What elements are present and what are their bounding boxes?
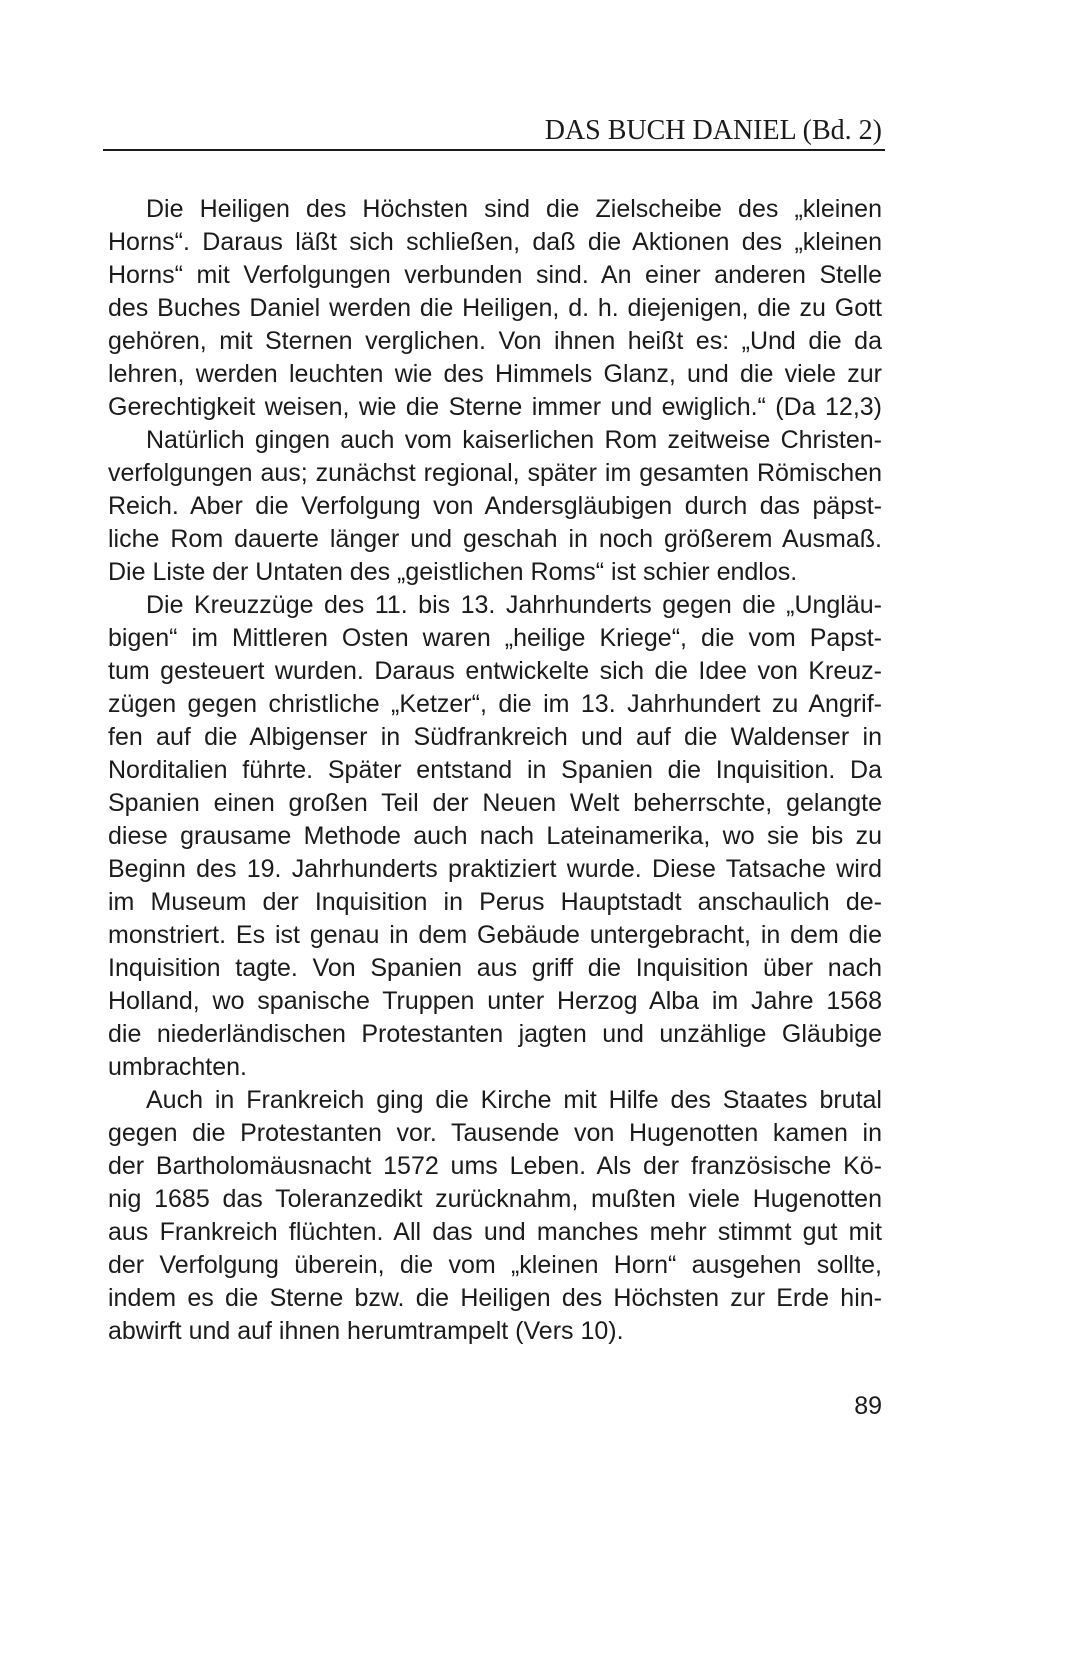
text-line: zügen gegen christliche „Ketzer“, die im 13. Jahrhundert zu Angrif- — [108, 690, 882, 718]
text-line: umbrachten. — [108, 1053, 247, 1081]
text-line: abwirft und auf ihnen herumtrampelt (Vers 10). — [108, 1317, 624, 1345]
text-line: Auch in Frankreich ging die Kirche mit Hilfe des Staates brutal — [146, 1086, 882, 1114]
text-line: monstriert. Es ist genau in dem Gebäude untergebracht, in dem die — [108, 921, 882, 949]
text-line: Norditalien führte. Später entstand in Spanien die Inquisition. Da — [108, 756, 882, 784]
text-line: Reich. Aber die Verfolgung von Andersgläubigen durch das päpst- — [108, 492, 882, 520]
text-line: bigen“ im Mittleren Osten waren „heilige Kriege“, die vom Papst- — [108, 624, 882, 652]
paragraph — [108, 424, 882, 589]
body-text — [108, 193, 882, 1348]
text-line: Natürlich gingen auch vom kaiserlichen Rom zeitweise Christen- — [146, 426, 882, 454]
text-line: fen auf die Albigenser in Südfrankreich und auf die Waldenser in — [108, 723, 882, 751]
text-line: Die Kreuzzüge des 11. bis 13. Jahrhunderts gegen die „Ungläu- — [146, 591, 882, 619]
text-line: verfolgungen aus; zunächst regional, später im gesamten Römischen — [108, 459, 882, 487]
text-line: Spanien einen großen Teil der Neuen Welt beherrschte, gelangte — [108, 789, 882, 817]
text-line: der Verfolgung überein, die vom „kleinen Horn“ ausgehen sollte, — [108, 1251, 882, 1279]
text-line: nig 1685 das Toleranzedikt zurücknahm, mußten viele Hugenotten — [108, 1185, 882, 1213]
text-line: die niederländischen Protestanten jagten und unzählige Gläubige — [108, 1020, 882, 1048]
text-line: im Museum der Inquisition in Perus Hauptstadt anschaulich de- — [108, 888, 882, 916]
text-line: Die Liste der Untaten des „geistlichen Roms“ ist schier endlos. — [108, 558, 798, 586]
text-line: Holland, wo spanische Truppen unter Herzog Alba im Jahre 1568 — [108, 987, 882, 1015]
text-line: gehören, mit Sternen verglichen. Von ihnen heißt es: „Und die da — [108, 327, 882, 355]
text-line: Horns“. Daraus läßt sich schließen, daß die Aktionen des „kleinen — [108, 228, 882, 256]
text-line: lehren, werden leuchten wie des Himmels Glanz, und die viele zur — [108, 360, 882, 388]
paragraph — [108, 589, 882, 1084]
text-line: Beginn des 19. Jahrhunderts praktiziert wurde. Diese Tatsache wird — [108, 855, 882, 883]
header-rule — [103, 149, 885, 151]
text-line: Horns“ mit Verfolgungen verbunden sind. An einer anderen Stelle — [108, 261, 882, 289]
text-line: des Buches Daniel werden die Heiligen, d. h. diejenigen, die zu Gott — [108, 294, 882, 322]
text-line: der Bartholomäusnacht 1572 ums Leben. Als der französische Kö- — [108, 1152, 882, 1180]
text-line: diese grausame Methode auch nach Lateinamerika, wo sie bis zu — [108, 822, 882, 850]
text-line: Gerechtigkeit weisen, wie die Sterne immer und ewiglich.“ (Da 12,3) — [108, 393, 882, 421]
text-line: indem es die Sterne bzw. die Heiligen des Höchsten zur Erde hin- — [108, 1284, 882, 1312]
page-number: 89 — [854, 1392, 882, 1420]
text-line: Die Heiligen des Höchsten sind die Zielscheibe des „kleinen — [146, 195, 882, 223]
text-line: liche Rom dauerte länger und geschah in noch größerem Ausmaß. — [108, 525, 882, 553]
text-line: aus Frankreich flüchten. All das und manches mehr stimmt gut mit — [108, 1218, 882, 1246]
running-header: DAS BUCH DANIEL (Bd. 2) — [544, 115, 882, 146]
paragraph — [108, 193, 882, 424]
paragraph — [108, 1084, 882, 1348]
text-line: Inquisition tagte. Von Spanien aus griff die Inquisition über nach — [108, 954, 882, 982]
text-line: tum gesteuert wurden. Daraus entwickelte sich die Idee von Kreuz- — [108, 657, 882, 685]
text-line: gegen die Protestanten vor. Tausende von Hugenotten kamen in — [108, 1119, 882, 1147]
